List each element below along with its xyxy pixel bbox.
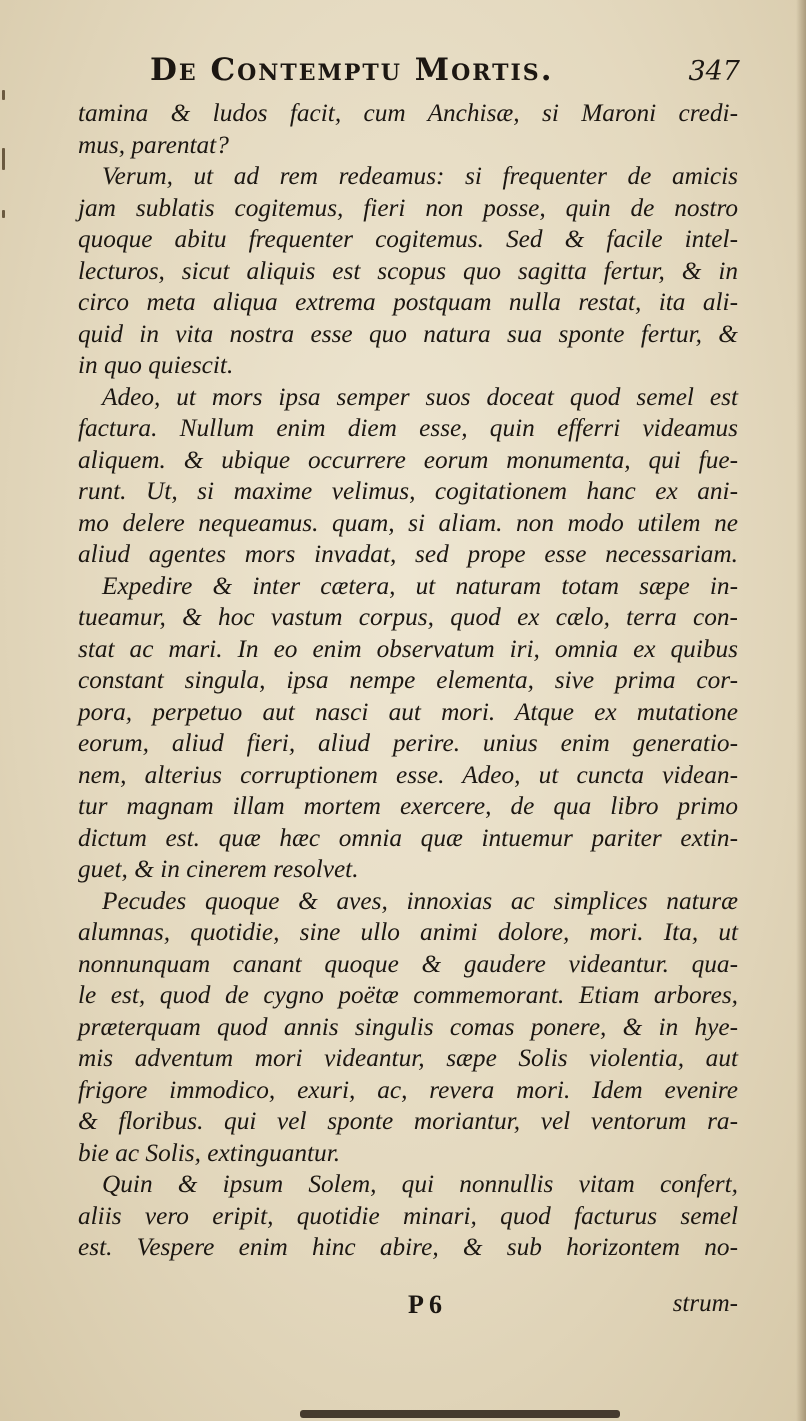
- text-line: est. Vespere enim hinc abire, & sub horizontem no-: [78, 1233, 738, 1261]
- text-line: nonnunquam canant quoque & gaudere videantur. qua-: [78, 949, 738, 978]
- text-line: Verum, ut ad rem redeamus: si frequenter de amicis: [102, 162, 738, 190]
- binding-shadow: [300, 1410, 620, 1418]
- text-line: constant singula, ipsa nempe elementa, sive prima cor-: [78, 666, 738, 694]
- text-line: dictum est. quæ hæc omnia quæ intuemur pariter extin-: [78, 823, 738, 852]
- page-edge-shadow: [796, 0, 806, 1421]
- text-line: mus, parentat?: [78, 130, 229, 159]
- page-header: [150, 52, 740, 96]
- catchword: strum-: [672, 1290, 738, 1317]
- text-line: Adeo, ut mors ipsa semper suos doceat quod semel est: [102, 382, 738, 411]
- text-line: guet, & in cinerem resolvet.: [78, 855, 359, 883]
- page-number: 347: [688, 56, 740, 87]
- running-title: De Contemptu Mortis.: [150, 52, 554, 88]
- text-line: tamina & ludos facit, cum Anchisæ, si Maroni credi-: [78, 99, 738, 127]
- text-line: eorum, aliud fieri, aliud perire. unius enim generatio-: [78, 729, 738, 757]
- text-line: quoque abitu frequenter cogitemus. Sed & facile intel-: [78, 225, 738, 253]
- text-line: Expedire & inter cætera, ut naturam totam sæpe in-: [102, 571, 738, 600]
- text-line: quid in vita nostra esse quo natura sua sponte fertur, &: [78, 319, 738, 348]
- text-line: in quo quiescit.: [78, 351, 234, 379]
- text-line: præterquam quod annis singulis comas ponere, & in hye-: [78, 1012, 738, 1041]
- text-line: aliquem. & ubique occurrere eorum monumenta, qui fue-: [78, 445, 738, 474]
- page-footer: [78, 1290, 738, 1326]
- text-line: nem, alterius corruptionem esse. Adeo, ut cuncta videan-: [78, 760, 738, 789]
- text-line: jam sublatis cogitemus, fieri non posse, quin de nostro: [78, 193, 738, 222]
- text-line: pora, perpetuo aut nasci aut mori. Atque ex mutatione: [78, 697, 738, 726]
- text-line: Quin & ipsum Solem, qui nonnullis vitam confert,: [102, 1170, 738, 1198]
- text-line: aliis vero eripit, quotidie minari, quod facturus semel: [78, 1201, 738, 1230]
- text-line: alumnas, quotidie, sine ullo animi dolore, mori. Ita, ut: [78, 918, 738, 946]
- left-margin-marks: [2, 90, 10, 290]
- text-line: stat ac mari. In eo enim observatum iri, omnia ex quibus: [78, 634, 738, 663]
- text-line: lecturos, sicut aliquis est scopus quo sagitta fertur, & in: [78, 256, 738, 285]
- text-line: circo meta aliqua extrema postquam nulla restat, ita ali-: [78, 288, 738, 316]
- text-line: mis adventum mori videantur, sæpe Solis violentia, aut: [78, 1044, 738, 1072]
- text-line: aliud agentes mors invadat, sed prope esse necessariam.: [78, 540, 738, 568]
- signature-mark: P 6: [408, 1290, 442, 1319]
- text-line: runt. Ut, si maxime velimus, cogitationem hanc ex ani-: [78, 477, 738, 505]
- text-line: le est, quod de cygno poëtæ commemorant. Etiam arbores,: [78, 981, 738, 1009]
- text-line: factura. Nullum enim diem esse, quin efferri videamus: [78, 414, 738, 442]
- text-line: tur magnam illam mortem exercere, de qua libro primo: [78, 792, 738, 820]
- text-line: Pecudes quoque & aves, innoxias ac simplices naturæ: [102, 886, 738, 915]
- text-line: bie ac Solis, extinguantur.: [78, 1138, 341, 1167]
- text-line: mo delere nequeamus. quam, si aliam. non modo utilem ne: [78, 508, 738, 537]
- text-line: frigore immodico, exuri, ac, revera mori. Idem evenire: [78, 1075, 738, 1104]
- body-text: [78, 98, 738, 1264]
- text-line: & floribus. qui vel sponte moriantur, vel ventorum ra-: [78, 1107, 738, 1135]
- text-line: tueamur, & hoc vastum corpus, quod ex cælo, terra con-: [78, 603, 738, 631]
